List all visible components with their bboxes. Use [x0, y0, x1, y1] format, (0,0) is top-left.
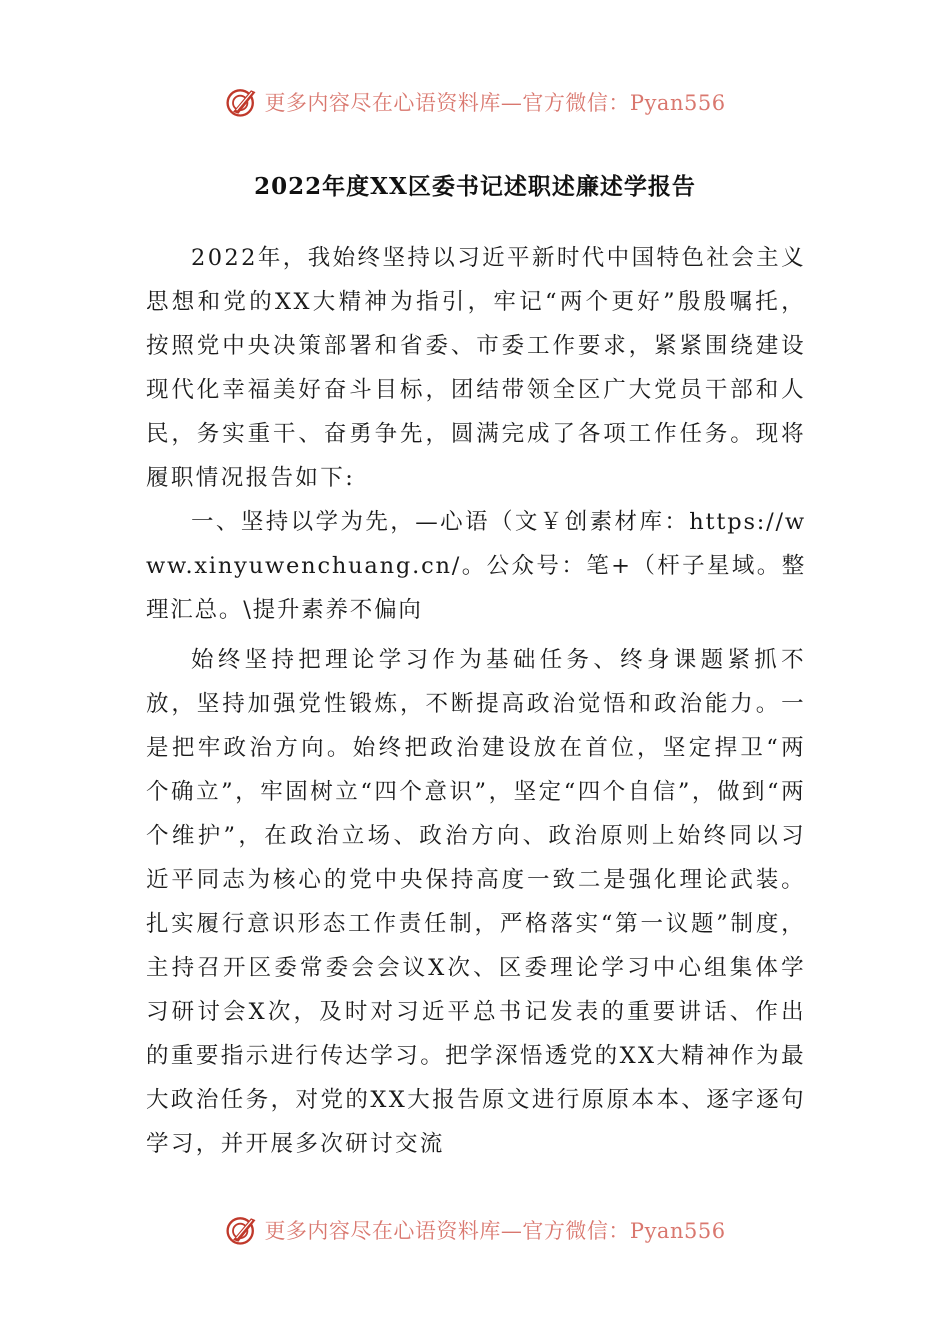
pen-circle-logo-icon [224, 84, 260, 120]
document-title: 2022年度XX区委书记述职述廉述学报告 [254, 173, 696, 200]
watermark-text: 更多内容尽在心语资料库—官方微信：Pyan556 [264, 91, 726, 115]
footer-watermark [0, 1208, 950, 1252]
header-watermark [0, 80, 950, 124]
paragraph-intro: 2022年，我始终坚持以习近平新时代中国特色社会主义思想和党的XX大精神为指引，牢记“两个更好”殷殷嘱托，按照党中央决策部署和省委、市委工作要求，紧紧围绕建设现代化幸福美好奋斗目标，团结带领全区广大党员干部和人民，务实重干、奋勇争先，圆满完成了各项工作任务。现将履职情况报告如下: [146, 245, 806, 491]
watermark-text: 更多内容尽在心语资料库—官方微信：Pyan556 [264, 1219, 726, 1243]
document-body [146, 236, 806, 1166]
paragraph-section-heading: 一、坚持以学为先，—心语（文￥创素材库：https://www.xinyuwenchuang.cn/。公众号：笔+（杆子星域。整理汇总。\提升素养不偏向 [146, 509, 806, 623]
pen-circle-logo-icon [224, 1212, 260, 1248]
paragraph-body: 始终坚持把理论学习作为基础任务、终身课题紧抓不放，坚持加强党性锻炼，不断提高政治觉悟和政治能力。一是把牢政治方向。始终把政治建设放在首位，坚定捍卫“两个确立”，牢固树立“四个意识”，坚定“四个自信”，做到“两个维护”，在政治立场、政治方向、政治原则上始终同以习近平同志为核心的党中央保持高度一致二是强化理论武装。扎实履行意识形态工作责任制，严格落实“第一议题”制度，主持召开区委常委会会议X次、区委理论学习中心组集体学习研讨会X次，及时对习近平总书记发表的重要讲话、作出的重要指示进行传达学习。把学深悟透党的XX大精神作为最大政治任务，对党的XX大报告原文进行原原本本、逐字逐句学习，并开展多次研讨交流 [146, 647, 806, 1157]
